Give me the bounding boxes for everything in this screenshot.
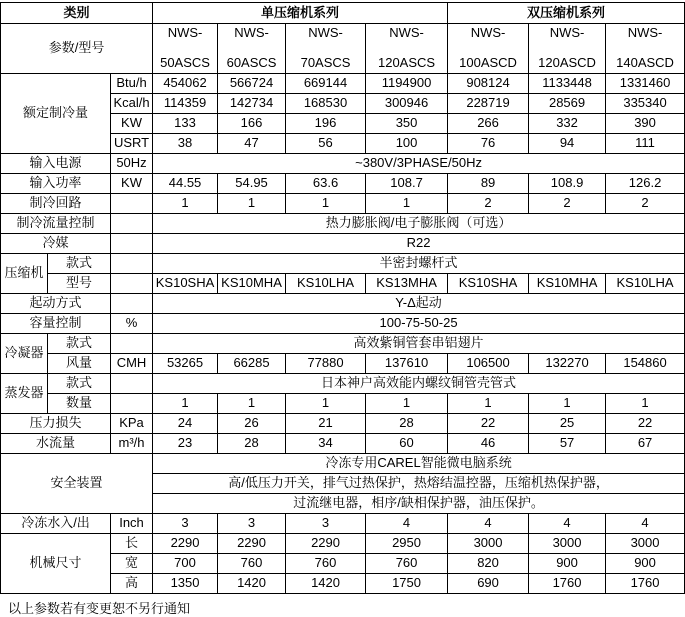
water-flow-cell: 23 — [153, 434, 218, 454]
height-value-cell: 1750 — [366, 574, 448, 594]
btu-value-cell: 908124 — [448, 74, 529, 94]
capacity-control-label: 容量控制 — [1, 314, 111, 334]
unit-cell-empty — [111, 334, 153, 354]
model-name: 140ASCD — [616, 55, 674, 71]
width-value-cell: 820 — [448, 554, 529, 574]
water-flow-cell: 67 — [606, 434, 685, 454]
unit-cell-usrt: USRT — [111, 134, 153, 154]
kcal-value-cell: 335340 — [606, 94, 685, 114]
airflow-value-cell: 53265 — [153, 354, 218, 374]
compressor-spec-table — [0, 2, 685, 594]
row-evaporator-type — [1, 374, 685, 394]
compressor-model-cell: KS10MHA — [218, 274, 286, 294]
compressor-model-cell: KS10MHA — [529, 274, 606, 294]
unit-cell-kpa: KPa — [111, 414, 153, 434]
start-mode-label: 起动方式 — [1, 294, 111, 314]
compressor-model-cell: KS10SHA — [153, 274, 218, 294]
width-value-cell: 760 — [218, 554, 286, 574]
water-flow-cell: 28 — [218, 434, 286, 454]
row-safety-devices-1 — [1, 454, 685, 474]
width-value-cell: 700 — [153, 554, 218, 574]
kw-value-cell: 350 — [366, 114, 448, 134]
evaporator-type-label: 款式 — [48, 374, 111, 394]
model-name: 120ASCD — [538, 55, 596, 71]
airflow-value-cell: 66285 — [218, 354, 286, 374]
evaporator-qty-cell: 1 — [218, 394, 286, 414]
capacity-control-value: 100-75-50-25 — [153, 314, 685, 334]
safety-devices-line-2: 高/低压力开关，排气过热保护，热熔结温控器，压缩机热保护器， — [153, 474, 685, 494]
airflow-value-cell: 137610 — [366, 354, 448, 374]
row-compressor-model — [1, 274, 685, 294]
model-prefix: NWS- — [167, 25, 203, 40]
input-power-value-cell: 108.7 — [366, 174, 448, 194]
height-value-cell: 1760 — [606, 574, 685, 594]
model-name: 50ASCS — [160, 55, 210, 71]
safety-devices-line-1: 冷冻专用CAREL智能微电脑系统 — [153, 454, 685, 474]
length-value-cell: 2290 — [153, 534, 218, 554]
unit-cell-empty — [111, 254, 153, 274]
model-name: 120ASCS — [377, 55, 436, 71]
btu-value-cell: 1331460 — [606, 74, 685, 94]
model-header-50ascs — [153, 24, 218, 74]
model-header-120ascs — [366, 24, 448, 74]
usrt-value-cell: 94 — [529, 134, 606, 154]
pressure-loss-cell: 28 — [366, 414, 448, 434]
model-header-row — [1, 24, 685, 74]
unit-cell-50hz: 50Hz — [111, 154, 153, 174]
model-header-100ascd — [448, 24, 529, 74]
model-prefix: NWS- — [627, 25, 663, 40]
evaporator-qty-cell: 1 — [153, 394, 218, 414]
kw-value-cell: 332 — [529, 114, 606, 134]
flow-control-value: 热力膨胀阀/电子膨胀阀（可选） — [153, 214, 685, 234]
model-box — [155, 24, 215, 73]
usrt-value-cell: 38 — [153, 134, 218, 154]
row-capacity-control — [1, 314, 685, 334]
model-box — [531, 24, 603, 73]
input-power-value-cell: 126.2 — [606, 174, 685, 194]
power-supply-value: ~380V/3PHASE/50Hz — [153, 154, 685, 174]
evaporator-group-label: 蒸发器 — [1, 374, 48, 414]
chilled-water-label: 冷冻水入/出 — [1, 514, 111, 534]
height-value-cell: 1420 — [286, 574, 366, 594]
unit-cell-percent: % — [111, 314, 153, 334]
condenser-group-label: 冷凝器 — [1, 334, 48, 374]
param-model-label: 参数/型号 — [1, 24, 153, 74]
circuit-value-cell: 1 — [286, 194, 366, 214]
unit-cell-input-kw: KW — [111, 174, 153, 194]
row-evaporator-quantity — [1, 394, 685, 414]
model-box — [608, 24, 682, 73]
usrt-value-cell: 100 — [366, 134, 448, 154]
input-power-value-cell: 44.55 — [153, 174, 218, 194]
kcal-value-cell: 28569 — [529, 94, 606, 114]
model-header-140ascd — [606, 24, 685, 74]
pressure-loss-cell: 24 — [153, 414, 218, 434]
model-prefix: NWS- — [470, 25, 506, 40]
usrt-value-cell: 47 — [218, 134, 286, 154]
pressure-loss-label: 压力损失 — [1, 414, 111, 434]
unit-cell-kcal: Kcal/h — [111, 94, 153, 114]
pressure-loss-cell: 22 — [606, 414, 685, 434]
refrigerant-value: R22 — [153, 234, 685, 254]
width-value-cell: 760 — [286, 554, 366, 574]
kcal-value-cell: 114359 — [153, 94, 218, 114]
input-power-value-cell: 54.95 — [218, 174, 286, 194]
model-box — [368, 24, 445, 73]
length-value-cell: 2290 — [218, 534, 286, 554]
unit-cell-empty — [111, 374, 153, 394]
input-power-value-cell: 89 — [448, 174, 529, 194]
pressure-loss-cell: 26 — [218, 414, 286, 434]
dimension-width-label: 宽 — [111, 554, 153, 574]
kcal-value-cell: 300946 — [366, 94, 448, 114]
width-value-cell: 900 — [606, 554, 685, 574]
row-dimension-length — [1, 534, 685, 554]
evaporator-qty-cell: 1 — [606, 394, 685, 414]
model-prefix: NWS- — [308, 25, 343, 40]
airflow-value-cell: 77880 — [286, 354, 366, 374]
model-box — [220, 24, 283, 73]
condenser-type-value: 高效紫铜管套串铝翅片 — [153, 334, 685, 354]
row-power-supply — [1, 154, 685, 174]
chilled-water-cell: 3 — [153, 514, 218, 534]
circuit-value-cell: 1 — [218, 194, 286, 214]
compressor-model-cell: KS10LHA — [286, 274, 366, 294]
chilled-water-cell: 4 — [529, 514, 606, 534]
unit-cell-empty — [111, 214, 153, 234]
length-value-cell: 2290 — [286, 534, 366, 554]
length-value-cell: 3000 — [606, 534, 685, 554]
kcal-value-cell: 142734 — [218, 94, 286, 114]
circuit-value-cell: 2 — [448, 194, 529, 214]
unit-cell-btu: Btu/h — [111, 74, 153, 94]
condenser-airflow-label: 风量 — [48, 354, 111, 374]
row-water-flow — [1, 434, 685, 454]
height-value-cell: 1760 — [529, 574, 606, 594]
refrigerant-label: 冷媒 — [1, 234, 111, 254]
kw-value-cell: 196 — [286, 114, 366, 134]
input-power-label: 输入功率 — [1, 174, 111, 194]
chilled-water-cell: 4 — [606, 514, 685, 534]
water-flow-label: 水流量 — [1, 434, 111, 454]
row-refrigerant — [1, 234, 685, 254]
kw-value-cell: 266 — [448, 114, 529, 134]
model-header-70ascs — [286, 24, 366, 74]
compressor-type-value: 半密封螺杆式 — [153, 254, 685, 274]
unit-cell-empty — [111, 394, 153, 414]
airflow-value-cell: 132270 — [529, 354, 606, 374]
row-compressor-type — [1, 254, 685, 274]
model-name: 100ASCD — [459, 55, 517, 71]
evaporator-qty-cell: 1 — [366, 394, 448, 414]
row-start-mode — [1, 294, 685, 314]
kcal-value-cell: 168530 — [286, 94, 366, 114]
table-header-row — [1, 3, 685, 24]
circuit-value-cell: 2 — [529, 194, 606, 214]
dual-series-header: 双压缩机系列 — [448, 3, 685, 24]
btu-value-cell: 1194900 — [366, 74, 448, 94]
unit-cell-empty — [111, 194, 153, 214]
length-value-cell: 2950 — [366, 534, 448, 554]
model-prefix: NWS- — [234, 25, 269, 40]
condenser-type-label: 款式 — [48, 334, 111, 354]
circuit-value-cell: 1 — [153, 194, 218, 214]
unit-cell-kw: KW — [111, 114, 153, 134]
btu-value-cell: 1133448 — [529, 74, 606, 94]
btu-value-cell: 669144 — [286, 74, 366, 94]
unit-cell-m3h: m³/h — [111, 434, 153, 454]
width-value-cell: 760 — [366, 554, 448, 574]
footer-note: 以上参数若有变更恕不另行通知 — [8, 601, 191, 616]
length-value-cell: 3000 — [448, 534, 529, 554]
usrt-value-cell: 76 — [448, 134, 529, 154]
model-prefix: NWS- — [389, 25, 424, 40]
evaporator-type-value: 日本神户高效能内螺纹铜管壳管式 — [153, 374, 685, 394]
refrigerant-circuits-label: 制冷回路 — [1, 194, 111, 214]
kw-value-cell: 390 — [606, 114, 685, 134]
compressor-model-cell: KS13MHA — [366, 274, 448, 294]
model-header-60ascs — [218, 24, 286, 74]
compressor-model-label: 型号 — [48, 274, 111, 294]
water-flow-cell: 57 — [529, 434, 606, 454]
compressor-model-cell: KS10LHA — [606, 274, 685, 294]
model-header-120ascd — [529, 24, 606, 74]
airflow-value-cell: 154860 — [606, 354, 685, 374]
row-chilled-water — [1, 514, 685, 534]
chilled-water-cell: 3 — [218, 514, 286, 534]
dimensions-label: 机械尺寸 — [1, 534, 111, 594]
compressor-type-label: 款式 — [48, 254, 111, 274]
row-pressure-loss — [1, 414, 685, 434]
height-value-cell: 1420 — [218, 574, 286, 594]
kcal-value-cell: 228719 — [448, 94, 529, 114]
water-flow-cell: 60 — [366, 434, 448, 454]
chilled-water-cell: 4 — [366, 514, 448, 534]
row-refrigerant-circuits — [1, 194, 685, 214]
chilled-water-cell: 3 — [286, 514, 366, 534]
unit-cell-inch: Inch — [111, 514, 153, 534]
evaporator-qty-cell: 1 — [286, 394, 366, 414]
water-flow-cell: 46 — [448, 434, 529, 454]
row-flow-control — [1, 214, 685, 234]
evaporator-qty-cell: 1 — [529, 394, 606, 414]
pressure-loss-cell: 21 — [286, 414, 366, 434]
input-power-value-cell: 108.9 — [529, 174, 606, 194]
cooling-capacity-label: 额定制冷量 — [1, 74, 111, 154]
chilled-water-cell: 4 — [448, 514, 529, 534]
pressure-loss-cell: 25 — [529, 414, 606, 434]
unit-cell-empty — [111, 294, 153, 314]
dimension-height-label: 高 — [111, 574, 153, 594]
circuit-value-cell: 1 — [366, 194, 448, 214]
compressor-group-label: 压缩机 — [1, 254, 48, 294]
unit-cell-empty — [111, 234, 153, 254]
unit-cell-cmh: CMH — [111, 354, 153, 374]
row-input-power — [1, 174, 685, 194]
single-series-header: 单压缩机系列 — [153, 3, 448, 24]
start-mode-value: Y-Δ起动 — [153, 294, 685, 314]
kw-value-cell: 133 — [153, 114, 218, 134]
power-supply-label: 输入电源 — [1, 154, 111, 174]
model-name: 60ASCS — [226, 55, 277, 71]
dimension-length-label: 长 — [111, 534, 153, 554]
input-power-value-cell: 63.6 — [286, 174, 366, 194]
model-box — [450, 24, 526, 73]
evaporator-quantity-label: 数量 — [48, 394, 111, 414]
pressure-loss-cell: 22 — [448, 414, 529, 434]
model-name: 70ASCS — [300, 55, 351, 71]
water-flow-cell: 34 — [286, 434, 366, 454]
category-header: 类别 — [1, 3, 153, 24]
row-condenser-type — [1, 334, 685, 354]
model-prefix: NWS- — [549, 25, 585, 40]
safety-devices-line-3: 过流继电器，相序/缺相保护器，油压保护。 — [153, 494, 685, 514]
usrt-value-cell: 56 — [286, 134, 366, 154]
unit-cell-empty — [111, 274, 153, 294]
height-value-cell: 690 — [448, 574, 529, 594]
compressor-model-cell: KS10SHA — [448, 274, 529, 294]
airflow-value-cell: 106500 — [448, 354, 529, 374]
width-value-cell: 900 — [529, 554, 606, 574]
btu-value-cell: 454062 — [153, 74, 218, 94]
model-box — [288, 24, 363, 73]
length-value-cell: 3000 — [529, 534, 606, 554]
circuit-value-cell: 2 — [606, 194, 685, 214]
usrt-value-cell: 111 — [606, 134, 685, 154]
height-value-cell: 1350 — [153, 574, 218, 594]
btu-value-cell: 566724 — [218, 74, 286, 94]
kw-value-cell: 166 — [218, 114, 286, 134]
row-cooling-capacity-btu — [1, 74, 685, 94]
safety-devices-label: 安全装置 — [1, 454, 153, 514]
row-condenser-airflow — [1, 354, 685, 374]
flow-control-label: 制冷流量控制 — [1, 214, 111, 234]
evaporator-qty-cell: 1 — [448, 394, 529, 414]
